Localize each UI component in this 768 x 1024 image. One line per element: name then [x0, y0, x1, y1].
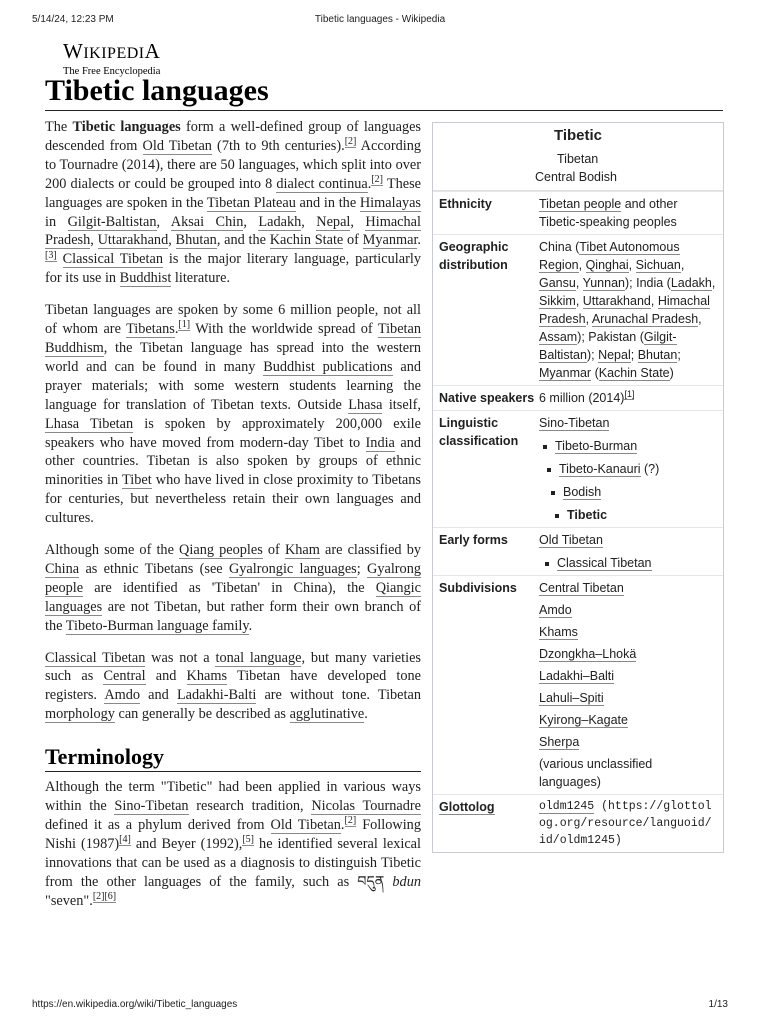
- print-page-title: Tibetic languages - Wikipedia: [314, 14, 446, 25]
- paragraph-qiang: Although some of the Qiang peoples of Kham are classified by China as ethnic Tibetans (see Gyalrongic languages; Gyalrong people are identified as 'Tibetan' in China), the Qiangic languages are not Tibetan, but rather form their own branch of the Tibeto-Burman language family.: [45, 542, 421, 634]
- infobox-row-glottolog: Glottolog oldm1245 (https://glottol og.org/resource/languoid/ id/oldm1245): [433, 794, 723, 852]
- link-tibeto-burman[interactable]: Tibeto-Burman: [555, 439, 638, 453]
- infobox-row-distribution: Geographic distribution China (Tibet Autonomous Region, Qinghai, Sichuan, Gansu, Yunnan); India (Ladakh, Sikkim, Uttarakhand, Himachal Pradesh, Arunachal Pradesh, Assam); Pakistan (Gilgit-Baltistan); Nepal; Bhutan; Myanmar (Kachin State): [433, 234, 723, 385]
- title-divider: [45, 110, 723, 111]
- link-china[interactable]: China: [45, 560, 80, 577]
- link-himalayas[interactable]: Himalayas: [359, 194, 421, 211]
- link-nepal[interactable]: Nepal: [316, 213, 351, 230]
- link-khams[interactable]: Khams: [539, 625, 578, 639]
- link-lahuli-spiti[interactable]: Lahuli–Spiti: [539, 691, 604, 705]
- infobox-row-subdivisions: Subdivisions Central Tibetan Amdo Khams Dzongkha–Lhokä Ladakhi–Balti Lahuli–Spiti Kyirong–Kagate Sherpa (various unclassified languages): [433, 575, 723, 794]
- link-aksai-chin[interactable]: Aksai Chin: [170, 213, 244, 230]
- link-himachal-pradesh[interactable]: Himachal Pradesh: [45, 213, 421, 249]
- link-bodish[interactable]: Bodish: [563, 485, 602, 499]
- infobox: [432, 122, 724, 853]
- print-url: https://en.wikipedia.org/wiki/Tibetic_languages: [32, 999, 238, 1010]
- link-yunnan[interactable]: Yunnan: [582, 276, 625, 290]
- link-arunachal-pradesh[interactable]: Arunachal Pradesh: [591, 312, 699, 326]
- section-heading-terminology: Terminology: [45, 744, 421, 772]
- link-ladakhi-balti[interactable]: Ladakhi–Balti: [539, 669, 615, 683]
- wikipedia-wordmark: WIKIPEDIA: [63, 39, 161, 63]
- link-gyalrongic-languages[interactable]: Gyalrongic languages: [228, 560, 357, 577]
- link-gansu[interactable]: Gansu: [539, 276, 576, 290]
- list-bullet: [551, 491, 555, 495]
- link-dialect-continua[interactable]: dialect continua: [276, 175, 368, 192]
- link-nepal[interactable]: Nepal: [598, 348, 631, 362]
- article-body: [45, 118, 421, 924]
- link-tibet-autonomous-region[interactable]: Tibet Autonomous Region: [539, 240, 680, 272]
- link-lhasa[interactable]: Lhasa: [348, 396, 383, 413]
- link-classical-tibetan[interactable]: Classical Tibetan: [557, 556, 652, 570]
- link-old-tibetan[interactable]: Old Tibetan: [539, 533, 603, 547]
- link-gyalrong-people[interactable]: Gyalrong people: [45, 560, 421, 596]
- link-buddhist[interactable]: Buddhist: [119, 270, 172, 287]
- link-assam[interactable]: Assam: [539, 330, 578, 344]
- link-ladakh[interactable]: Ladakh: [258, 213, 302, 230]
- link-india[interactable]: India: [365, 434, 395, 451]
- link-ladakhi-balti[interactable]: Ladakhi-Balti: [176, 687, 257, 704]
- link-kachin-state[interactable]: Kachin State: [598, 366, 670, 380]
- link-classical-tibetan[interactable]: Classical Tibetan: [45, 649, 146, 666]
- link-kham[interactable]: Kham: [284, 542, 320, 559]
- link-qiang-peoples[interactable]: Qiang peoples: [179, 542, 263, 559]
- link-tibetan-plateau[interactable]: Tibetan Plateau: [206, 194, 296, 211]
- infobox-row-native-speakers: Native speakers 6 million (2014)[1]: [433, 385, 723, 410]
- link-sino-tibetan[interactable]: Sino-Tibetan: [539, 416, 610, 430]
- infobox-title: Tibetic: [553, 127, 603, 144]
- link-kachin-state[interactable]: Kachin State: [269, 232, 344, 249]
- infobox-row-classification: Linguistic classification Sino-Tibetan Tibeto-Burman Tibeto-Kanauri (?) Bodish Tibetic: [433, 410, 723, 527]
- link-sikkim[interactable]: Sikkim: [539, 294, 576, 308]
- ref-link[interactable]: [3]: [45, 249, 57, 261]
- wikipedia-tagline: The Free Encyclopedia: [63, 66, 161, 77]
- link-sichuan[interactable]: Sichuan: [635, 258, 681, 272]
- ref-link[interactable]: [5]: [242, 834, 255, 846]
- link-khams[interactable]: Khams: [186, 668, 228, 685]
- link-tonal-language[interactable]: tonal language: [215, 649, 302, 666]
- link-tibetan-people[interactable]: Tibetan people: [539, 197, 622, 211]
- link-tibet[interactable]: Tibet: [122, 472, 152, 489]
- ref-link[interactable]: [2]: [344, 815, 357, 827]
- page-title: Tibetic languages: [45, 74, 269, 107]
- paragraph-intro: The Tibetic languages form a well-defined group of languages descended from Old Tibetan (7th to 9th centuries).[2] According to Tournadre (2014), there are 50 languages, which split into over 200 dialects or could be grouped into 8 dialect continua.[2] These languages are spoken in the Tibetan Plateau and in the Himalayas in Gilgit-Baltistan, Aksai Chin, Ladakh, Nepal, Himachal Pradesh, Uttarakhand, Bhutan, and the Kachin State of Myanmar.[3] Classical Tibetan is the major literary language, particularly for its use in Buddhist literature.: [45, 119, 422, 287]
- list-bullet: [555, 514, 559, 518]
- link-myanmar[interactable]: Myanmar: [362, 232, 418, 249]
- link-morphology[interactable]: morphology: [45, 706, 115, 723]
- link-uttarakhand[interactable]: Uttarakhand: [582, 294, 651, 308]
- infobox-row-ethnicity: Ethnicity Tibetan people and other Tibetic-speaking peoples: [433, 191, 723, 234]
- tibetan-script-seven: བདུན: [357, 873, 385, 890]
- link-qinghai[interactable]: Qinghai: [585, 258, 629, 272]
- link-himachal-pradesh[interactable]: Himachal Pradesh: [539, 294, 710, 326]
- link-dzongkha-lhoka[interactable]: Dzongkha–Lhokä: [539, 647, 637, 661]
- link-nicolas-tournadre[interactable]: Nicolas Tournadre: [311, 798, 422, 815]
- paragraph-speakers: Tibetan languages are spoken by some 6 million people, not all of whom are Tibetans.[1] With the worldwide spread of Tibetan Buddhism, the Tibetan language has spread into the western world and can be found in many Buddhist publications and prayer materials; with some western students learning the language for translation of Tibetan texts. Outside Lhasa itself, Lhasa Tibetan is spoken by approximately 200,000 exile speakers who have moved from modern-day Tibet to India and other countries. Tibetan is also spoken by groups of ethnic minorities in Tibet who have lived in close proximity to Tibetans for centuries, but nevertheless retain their own languages and cultures.: [45, 302, 422, 527]
- link-sherpa[interactable]: Sherpa: [539, 735, 580, 749]
- link-tibeto-burman-family[interactable]: Tibeto-Burman language family: [65, 617, 249, 634]
- ref-link[interactable]: [1]: [178, 319, 191, 331]
- ref-link[interactable]: [4]: [119, 834, 131, 846]
- list-bullet: [543, 445, 547, 449]
- link-glottolog[interactable]: Glottolog: [439, 800, 495, 814]
- link-gilgit-baltistan[interactable]: Gilgit-Baltistan: [67, 213, 157, 230]
- infobox-row-early-forms: Early forms Old Tibetan Classical Tibetan: [433, 527, 723, 575]
- link-glottolog-code[interactable]: oldm1245: [539, 800, 595, 813]
- link-old-tibetan[interactable]: Old Tibetan: [270, 817, 341, 833]
- link-tibeto-kanauri[interactable]: Tibeto-Kanauri: [559, 462, 641, 476]
- link-central-tibetan[interactable]: Central Tibetan: [539, 581, 624, 595]
- link-bhutan[interactable]: Bhutan: [637, 348, 678, 362]
- link-buddhist-publications[interactable]: Buddhist publications: [263, 358, 393, 375]
- print-datetime: 5/14/24, 12:23 PM: [32, 14, 114, 25]
- link-lhasa-tibetan[interactable]: Lhasa Tibetan: [45, 415, 134, 432]
- link-tibetans[interactable]: Tibetans: [126, 321, 175, 338]
- subdivisions-note: (various unclassified languages): [539, 757, 653, 789]
- ref-link[interactable]: [2]: [344, 136, 357, 148]
- link-central[interactable]: Central: [103, 668, 146, 685]
- link-amdo[interactable]: Amdo: [539, 603, 572, 617]
- print-page-number: 1/13: [708, 999, 728, 1010]
- list-bullet: [547, 468, 551, 472]
- link-classical-tibetan[interactable]: Classical Tibetan: [62, 251, 163, 268]
- link-kyirong-kagate[interactable]: Kyirong–Kagate: [539, 713, 628, 727]
- link-uttarakhand[interactable]: Uttarakhand: [97, 232, 169, 249]
- link-agglutinative[interactable]: agglutinative: [289, 706, 365, 723]
- list-bullet: [545, 562, 549, 566]
- link-sino-tibetan[interactable]: Sino-Tibetan: [114, 798, 189, 815]
- print-footer: [32, 999, 728, 1010]
- ref-link[interactable]: [2][6]: [92, 890, 117, 902]
- infobox-native-names: Tibetan Central Bodish: [433, 148, 723, 191]
- ref-link[interactable]: [1]: [624, 388, 635, 399]
- link-amdo[interactable]: Amdo: [104, 687, 141, 704]
- link-myanmar[interactable]: Myanmar: [539, 366, 592, 380]
- link-bhutan[interactable]: Bhutan: [175, 232, 217, 249]
- paragraph-tone: Classical Tibetan was not a tonal language, but many varieties such as Central and Khams Tibetan have developed tone registers. Amdo and Ladakhi-Balti are without tone. Tibetan morphology can generally be described as agglutinative.: [45, 649, 422, 723]
- link-ladakh[interactable]: Ladakh: [670, 276, 712, 290]
- ref-link[interactable]: [2]: [371, 173, 384, 185]
- link-gilgit-baltistan[interactable]: Gilgit-Baltistan: [539, 330, 677, 362]
- link-tibetan-buddhism[interactable]: Tibetan Buddhism: [45, 321, 422, 356]
- paragraph-terminology: Although the term "Tibetic" had been applied in various ways within the Sino-Tibetan research tradition, Nicolas Tournadre defined it as a phylum derived from Old Tibetan.[2] Following Nishi (1987)[4] and Beyer (1992),[5] he identified several lexical innovations that can be used as a diagnosis to distinguish Tibetic from the other languages of the family, such as བདུན bdun "seven".[2][6]: [45, 779, 422, 909]
- link-qiangic-languages[interactable]: Qiangic languages: [45, 579, 421, 615]
- link-old-tibetan[interactable]: Old Tibetan: [142, 137, 212, 154]
